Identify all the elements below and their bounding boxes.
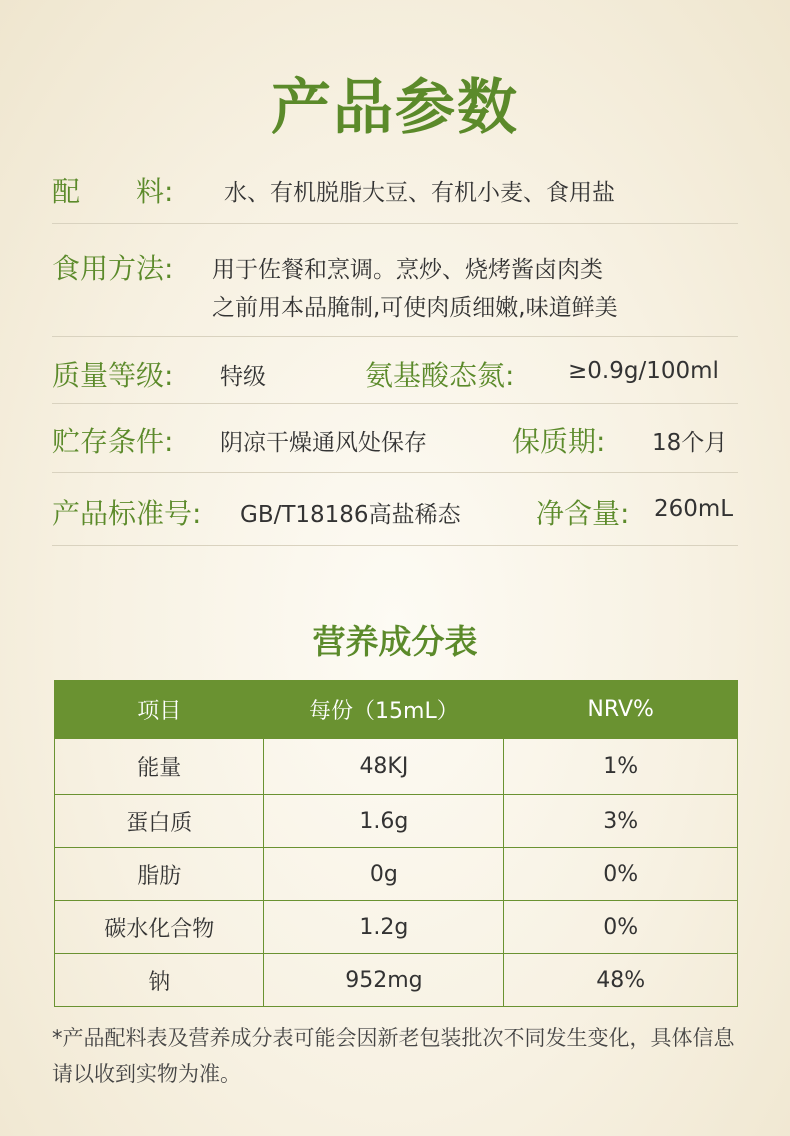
- disclaimer-footnote: *产品配料表及营养成分表可能会因新老包装批次不同发生变化，具体信息请以收到实物为准。: [52, 1026, 735, 1086]
- grade-label: 质量等级:: [52, 359, 174, 392]
- storage-label: 贮存条件:: [52, 425, 174, 458]
- param-row-usage: [52, 223, 738, 337]
- page-title: 产品参数: [271, 73, 519, 143]
- nutrient-name: 蛋白质: [55, 795, 264, 848]
- col-header-per-serving: 每份（15mL）: [264, 681, 504, 739]
- usage-line-1: 用于佐餐和烹调。烹炒、烧烤酱卤肉类: [212, 257, 603, 283]
- usage-label: 食用方法:: [52, 252, 174, 285]
- nutrition-title: 营养成分表: [312, 622, 478, 661]
- amino-nitrogen-value: ≥0.9g/100ml: [568, 358, 719, 384]
- table-row: [55, 848, 738, 901]
- table-row: [55, 901, 738, 954]
- nutrient-nrv: 1%: [504, 739, 738, 795]
- nutrient-nrv: 0%: [504, 901, 738, 954]
- ingredients-value: 水、有机脱脂大豆、有机小麦、食用盐: [224, 180, 615, 206]
- standard-label: 产品标准号:: [52, 497, 202, 530]
- nutrient-nrv: 0%: [504, 848, 738, 901]
- table-row: [55, 954, 738, 1007]
- nutrient-nrv: 3%: [504, 795, 738, 848]
- col-header-nrv: NRV%: [504, 681, 738, 739]
- nutrition-table: [54, 680, 738, 1007]
- net-content-value: 260mL: [654, 496, 734, 522]
- param-row-grade: [52, 336, 738, 404]
- storage-value: 阴凉干燥通风处保存: [220, 430, 427, 456]
- nutrient-amount: 48KJ: [264, 739, 504, 795]
- param-row-storage: [52, 403, 738, 473]
- nutrient-amount: 952mg: [264, 954, 504, 1007]
- nutrient-amount: 1.6g: [264, 795, 504, 848]
- net-content-label: 净含量:: [536, 497, 630, 530]
- ingredients-label: 配 料:: [52, 175, 174, 208]
- standard-value: GB/T18186高盐稀态: [240, 502, 461, 528]
- table-row: [55, 795, 738, 848]
- nutrient-name: 碳水化合物: [55, 901, 264, 954]
- nutrient-name: 脂肪: [55, 848, 264, 901]
- grade-value: 特级: [220, 364, 266, 390]
- nutrient-amount: 0g: [264, 848, 504, 901]
- shelf-life-label: 保质期:: [512, 425, 606, 458]
- nutrition-table-header: [55, 681, 738, 739]
- amino-nitrogen-label: 氨基酸态氮:: [365, 359, 515, 392]
- param-row-standard: [52, 472, 738, 546]
- nutrient-name: 钠: [55, 954, 264, 1007]
- nutrient-amount: 1.2g: [264, 901, 504, 954]
- usage-line-2: 之前用本品腌制,可使肉质细嫩,味道鲜美: [212, 295, 618, 321]
- nutrient-name: 能量: [55, 739, 264, 795]
- table-row: [55, 739, 738, 795]
- col-header-item: 项目: [55, 681, 264, 739]
- shelf-life-value: 18个月: [652, 430, 728, 456]
- nutrient-nrv: 48%: [504, 954, 738, 1007]
- param-row-ingredients: [52, 160, 738, 224]
